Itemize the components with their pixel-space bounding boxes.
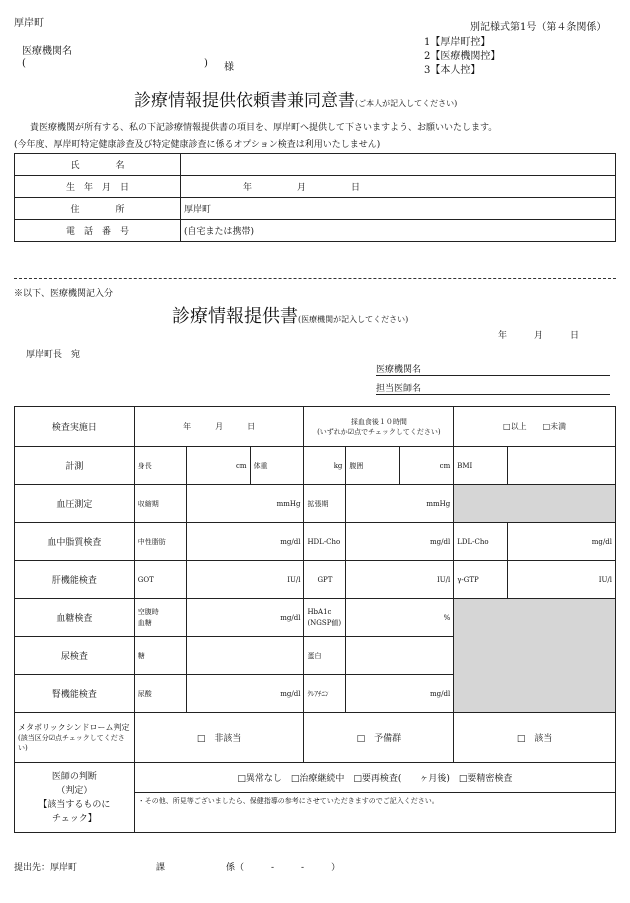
uric-unit[interactable]: mg/dl <box>186 675 304 713</box>
hdl-unit[interactable]: mg/dl <box>346 523 454 561</box>
copy-list <box>424 36 500 78</box>
got-label: GOT <box>134 561 186 599</box>
copy-item: 1【厚岸町控】 <box>424 37 491 48</box>
hdl-label: HDL-Cho <box>304 523 346 561</box>
paren-close: ) <box>204 58 208 69</box>
fbs-unit[interactable]: mg/dl <box>186 599 304 637</box>
name-field[interactable] <box>181 154 616 176</box>
weight-unit[interactable]: kg <box>304 447 346 485</box>
clinic-note: ※以下、医療機関記入分 <box>14 289 114 299</box>
urine-sugar-label: 糖 <box>134 637 186 675</box>
kakari-label: 係（ - - ） <box>226 863 341 873</box>
address-field[interactable]: 厚岸町 <box>181 198 616 220</box>
bmi-field[interactable] <box>508 447 616 485</box>
systolic-unit[interactable]: mmHg <box>186 485 304 523</box>
tg-label: 中性脂肪 <box>134 523 186 561</box>
ldl-label: LDL-Cho <box>454 523 508 561</box>
fbs-label: 空腹時 血糖 <box>134 599 186 637</box>
sama-label: 様 <box>224 62 234 73</box>
tg-unit[interactable]: mg/dl <box>186 523 304 561</box>
metabo-option-reserve[interactable]: □ 予備群 <box>304 713 454 763</box>
ldl-unit[interactable]: mg/dl <box>508 523 616 561</box>
request-note: (今年度、厚岸町特定健康診査及び特定健康診査に係るオプション検査は利用いたしません) <box>14 140 381 150</box>
measure-label: 計測 <box>15 447 135 485</box>
addressee: 厚岸町長 宛 <box>26 350 81 360</box>
creat-label: ｸﾚｱﾁﾆﾝ <box>304 675 346 713</box>
doctor-line[interactable]: 担当医師名 <box>376 381 610 395</box>
request-title: 診療情報提供依頼書兼同意書(ご本人が記入してください) <box>134 91 458 111</box>
ggtp-unit[interactable]: IU/l <box>508 561 616 599</box>
uric-label: 尿酸 <box>134 675 186 713</box>
gray-cell <box>454 599 616 713</box>
hba1c-unit[interactable]: % <box>346 599 454 637</box>
waist-unit[interactable]: cm <box>400 447 454 485</box>
height-unit[interactable]: cm <box>186 447 250 485</box>
gray-cell <box>454 485 616 523</box>
diastolic-unit[interactable]: mmHg <box>346 485 454 523</box>
ka-label: 課 <box>156 863 166 873</box>
weight-label: 体重 <box>250 447 304 485</box>
request-intro: 貴医療機関が所有する、私の下記診療情報提供書の項目を、厚岸町へ提供して下さいますよう、お願いいたします。 <box>30 123 498 133</box>
sugar-label: 血糖検査 <box>15 599 135 637</box>
gpt-label: GPT <box>304 561 346 599</box>
dob-field[interactable]: 年 月 日 <box>181 176 616 198</box>
dob-label: 生 年 月 日 <box>15 176 181 198</box>
copy-item: 3【本人控】 <box>424 65 481 76</box>
address-label: 住 所 <box>15 198 181 220</box>
doctor-judge-label: 医師の判断 （判定） 【該当するものに チェック】 <box>15 763 135 833</box>
institution-label: 医療機関名 <box>22 46 72 57</box>
protein-field[interactable] <box>346 637 454 675</box>
creat-unit[interactable]: mg/dl <box>346 675 454 713</box>
ggtp-label: γ-GTP <box>454 561 508 599</box>
systolic-label: 収縮期 <box>134 485 186 523</box>
got-unit[interactable]: IU/l <box>186 561 304 599</box>
town-name: 厚岸町 <box>14 18 44 29</box>
paren-open: ( <box>22 58 26 69</box>
height-label: 身長 <box>134 447 186 485</box>
waist-label: 腹囲 <box>346 447 400 485</box>
fasting-under[interactable]: □未満 <box>542 422 567 431</box>
gpt-unit[interactable]: IU/l <box>346 561 454 599</box>
inst-line[interactable]: 医療機関名 <box>376 362 610 376</box>
fasting-over[interactable]: □以上 <box>503 422 527 431</box>
fasting-label: 採血食後１０時間 (いずれか☑点でチェックしてください) <box>304 407 454 447</box>
exam-date-field[interactable]: 年 月 日 <box>134 407 304 447</box>
exam-date-label: 検査実施日 <box>15 407 135 447</box>
fasting-options[interactable] <box>454 407 616 447</box>
urine-sugar-field[interactable] <box>186 637 304 675</box>
copy-item: 2【医療機関控】 <box>424 51 501 62</box>
clinic-date: 年 月 日 <box>498 331 580 341</box>
judge-remarks[interactable]: ・その他、所見等ございましたら、保健指導の参考にさせていただきますのでご記入ください。 <box>134 793 615 833</box>
request-table <box>14 153 616 242</box>
submit-to: 提出先：厚岸町 <box>14 863 78 873</box>
name-label: 氏 名 <box>15 154 181 176</box>
section-divider <box>14 278 616 279</box>
kidney-label: 腎機能検査 <box>15 675 135 713</box>
phone-label: 電 話 番 号 <box>15 220 181 242</box>
metabo-label: メタボリックシンドローム判定 (該当区分☑点チェックしてください) <box>15 713 135 763</box>
lipid-label: 血中脂質検査 <box>15 523 135 561</box>
liver-label: 肝機能検査 <box>15 561 135 599</box>
clinic-title: 診療情報提供書(医療機関が記入してください) <box>172 306 409 327</box>
protein-label: 蛋白 <box>304 637 346 675</box>
bmi-label: BMI <box>454 447 508 485</box>
phone-field[interactable]: (自宅または携帯) <box>181 220 616 242</box>
form-number: 別記様式第1号（第４条関係） <box>470 22 607 33</box>
metabo-option-applicable[interactable]: □ 該当 <box>454 713 616 763</box>
bp-label: 血圧測定 <box>15 485 135 523</box>
diastolic-label: 拡張期 <box>304 485 346 523</box>
judge-options[interactable]: □異常なし □治療継続中 □要再検査( ヶ月後) □要精密検査 <box>134 763 615 793</box>
exam-table <box>14 406 616 833</box>
metabo-option-none[interactable]: □ 非該当 <box>134 713 304 763</box>
hba1c-label: HbA1c (NGSP値) <box>304 599 346 637</box>
urine-label: 尿検査 <box>15 637 135 675</box>
